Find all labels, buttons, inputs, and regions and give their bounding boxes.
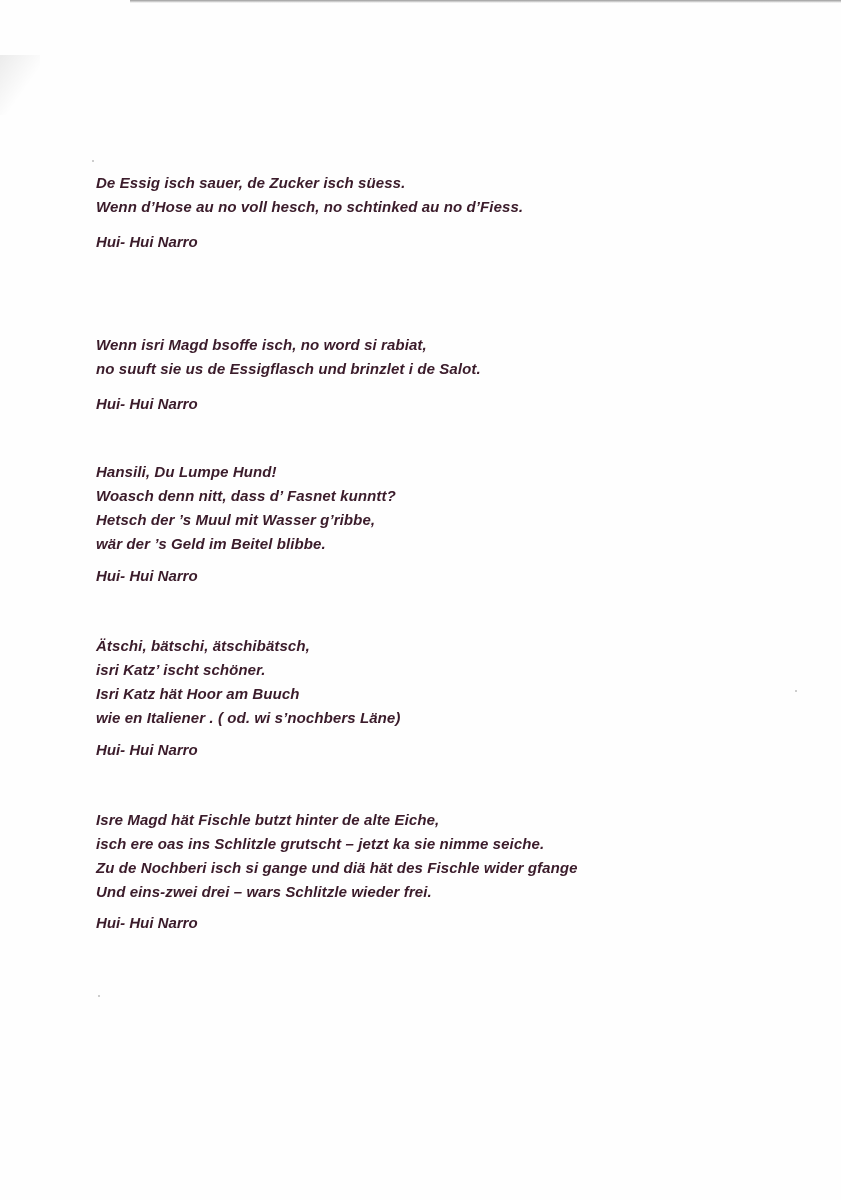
verse-line: Zu de Nochberi isch si gange und diä hät des Fischle wider gfange [96,860,578,877]
stanza-3 [96,461,396,557]
scan-speck [98,995,100,997]
scan-speck [795,690,797,692]
verse-line: Ätschi, bätschi, ätschibätsch, [96,638,310,655]
scan-edge [130,0,841,3]
stanza-2 [96,334,481,382]
stanza-4 [96,635,400,731]
verse-line: Hetsch der ’s Muul mit Wasser g’ribbe, [96,512,376,529]
refrain: Hui- Hui Narro [96,742,198,759]
stanza-1 [96,172,523,220]
verse-line: isch ere oas ins Schlitzle grutscht – jetzt ka sie nimme seiche. [96,836,545,853]
verse-line: Isri Katz hät Hoor am Buuch [96,686,300,703]
stanza-5 [96,809,578,905]
refrain: Hui- Hui Narro [96,234,198,251]
verse-line: Isre Magd hät Fischle butzt hinter de alte Eiche, [96,812,440,829]
refrain: Hui- Hui Narro [96,396,198,413]
verse-line: Hansili, Du Lumpe Hund! [96,464,277,481]
scan-corner-shadow [0,55,40,115]
scan-speck [92,160,94,162]
verse-line: De Essig isch sauer, de Zucker isch süess. [96,175,406,192]
verse-line: Und eins-zwei drei – wars Schlitzle wieder frei. [96,884,432,901]
verse-line: wie en Italiener . ( od. wi s’nochbers Läne) [96,710,401,727]
verse-line: Wenn d’Hose au no voll hesch, no schtinked au no d’Fiess. [96,199,524,216]
refrain: Hui- Hui Narro [96,915,198,932]
verse-line: no suuft sie us de Essigflasch und brinzlet i de Salot. [96,361,481,378]
refrain: Hui- Hui Narro [96,568,198,585]
verse-line: isri Katz’ ischt schöner. [96,662,266,679]
verse-line: wär der ’s Geld im Beitel blibbe. [96,536,326,553]
verse-line: Woasch denn nitt, dass d’ Fasnet kunntt? [96,488,396,505]
verse-line: Wenn isri Magd bsoffe isch, no word si rabiat, [96,337,427,354]
